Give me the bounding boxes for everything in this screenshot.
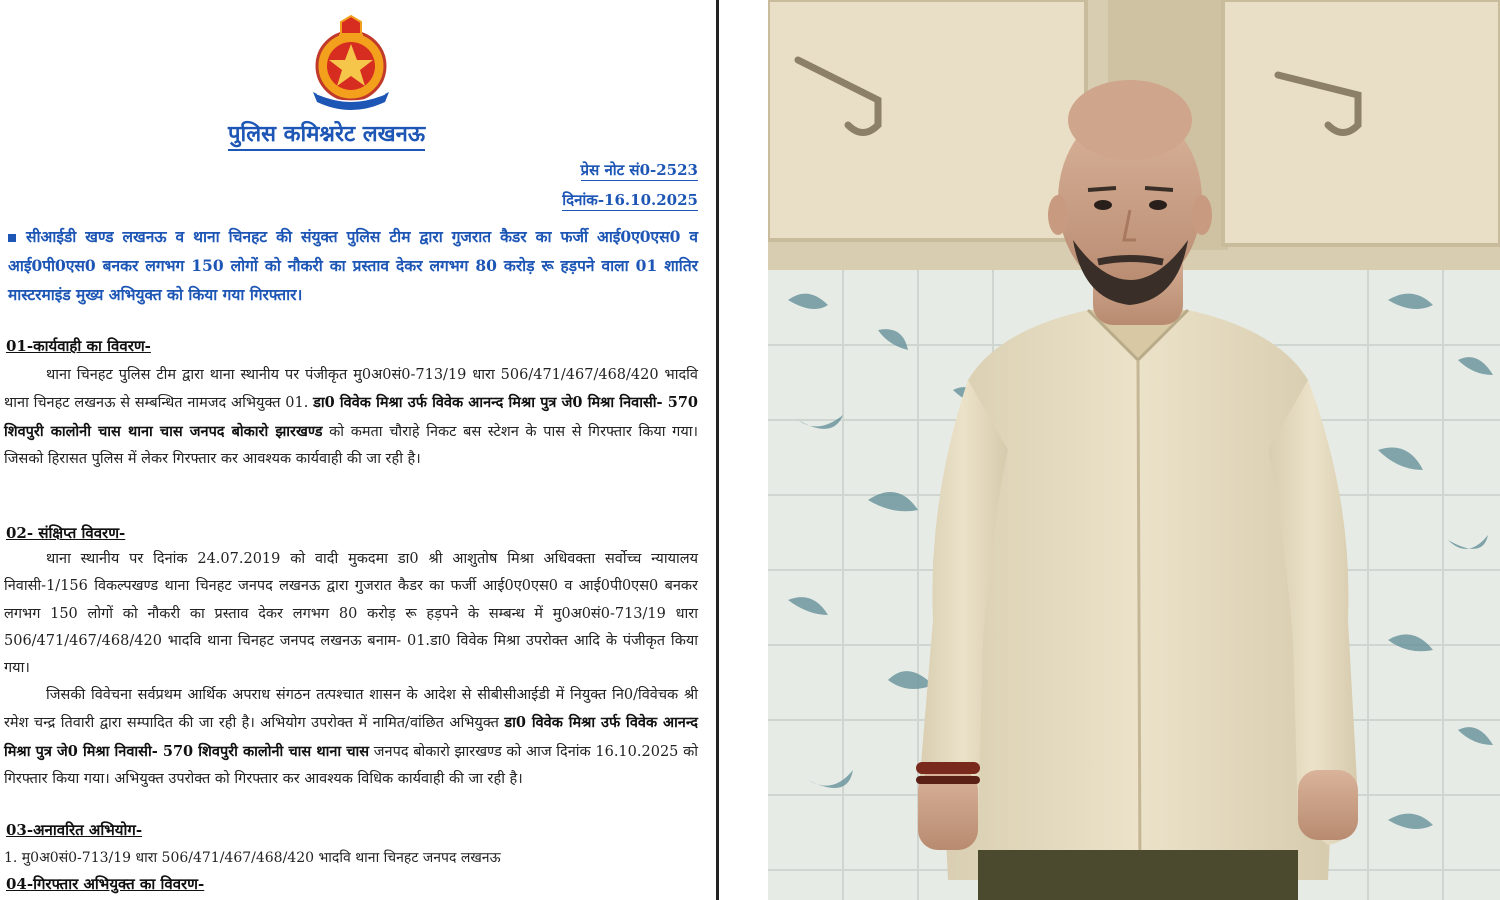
section-2-para-1: थाना स्थानीय पर दिनांक 24.07.2019 को वादी मुकदमा डा0 श्री आशुतोष मिश्रा अधिवक्ता सर्वोच्च न्यायालय निवासी-1/156 विकल्पखण्ड थाना चिनहट जनपद लखनऊ द्वारा गुजरात कैडर का फर्जी आई0ए0एस0 व आई0पी0एस0 बनकर लगभग 150 लोगों को नौकरी का प्रस्ताव देकर लगभग 80 करोड़ रू हड़पने के सम्बन्ध में मु0अ0सं0-713/19 धारा 506/471/467/468/420 भादवि थाना चिनहट जनपद लखनऊ बनाम- 01.डा0 विवेक मिश्रा उपरोक्त आदि के पंजीकृत किया गया। <box>4 551 698 677</box>
section-4-title: 04-गिरफ्तार अभियुक्त का विवरण- <box>6 875 205 893</box>
accused-name-1: डा0 विवेक मिश्रा उर्फ विवेक आनन्द मिश्रा पुत्र जे0 मिश्रा निवासी- 570 शिवपुरी कालोनी चास थाना चास जनपद बोकारो झारखण्ड <box>4 394 699 440</box>
section-1-title: 01-कार्यवाही का विवरण- <box>6 337 151 355</box>
section-3-title: 03-अनावरित अभियोग- <box>6 821 143 839</box>
press-note-document <box>0 0 719 900</box>
accused-photo <box>768 0 1500 900</box>
press-note-number: प्रेस नोट सं0-2523 <box>580 161 698 179</box>
office-title: पुलिस कमिश्नरेट लखनऊ <box>228 118 425 151</box>
section-2-para-2 <box>4 682 698 793</box>
section-2-text-c: जनपद बोकारो झारखण्ड को आज दिनांक 16.10.2025 को गिरफ्तार किया गया। अभियुक्त उपरोक्त को गिरफ्तार कर आवश्यक विधिक कार्यवाही की जा रही है। <box>4 743 698 787</box>
section-1-text-c: को कमता चौराहे निकट बस स्टेशन के पास से गिरफ्तार किया गया। जिसको हिरासत पुलिस में लेकर गिरफ्तार कर आवश्यक कार्यवाही की जा रही है। <box>4 423 699 467</box>
headline-text: सीआईडी खण्ड लखनऊ व थाना चिनहट की संयुक्त पुलिस टीम द्वारा गुजरात कैडर का फर्जी आई0ए0एस0 व आई0पी0एस0 बनकर लगभग 150 लोगों को नौकरी का प्रस्ताव देकर लगभग 80 करोड़ रू हड़पने वाला 01 शातिर मास्टरमाइंड मुख्य अभियुक्त को किया गया गिरफ्तार। <box>8 227 698 304</box>
up-police-emblem-icon <box>303 14 399 110</box>
section-1-text-a: थाना चिनहट पुलिस टीम द्वारा थाना स्थानीय पर पंजीकृत मु0अ0सं0-713/19 धारा 506/471/467/468/420 भादवि थाना चिनहट लखनऊ से सम्बन्धित नामजद अभियुक्त 01. <box>4 367 698 412</box>
section-2-title: 02- संक्षिप्त विवरण- <box>6 524 126 542</box>
press-note-date: दिनांक-16.10.2025 <box>562 191 698 209</box>
accused-name-2: डा0 विवेक मिश्रा उर्फ विवेक आनन्द मिश्रा पुत्र जे0 मिश्रा निवासी- 570 शिवपुरी कालोनी चास थाना चास <box>4 714 699 760</box>
section-1-body <box>4 362 698 473</box>
press-headline <box>8 222 698 309</box>
section-3-item: 1. मु0अ0सं0-713/19 धारा 506/471/467/468/420 भादवि थाना चिनहट जनपद लखनऊ <box>4 850 501 866</box>
section-2-text-a: जिसकी विवेचना सर्वप्रथम आर्थिक अपराध संगठन तत्पश्चात शासन के आदेश से सीबीसीआईडी में नियुक्त नि0/विवेचक श्री रमेश चन्द्र तिवारी द्वारा सम्पादित की जा रही है। अभियोग उपरोक्त में नामित/वांछित अभियुक्त <box>4 687 698 732</box>
bullet-icon <box>8 234 16 242</box>
photo-illustration <box>768 0 1500 900</box>
